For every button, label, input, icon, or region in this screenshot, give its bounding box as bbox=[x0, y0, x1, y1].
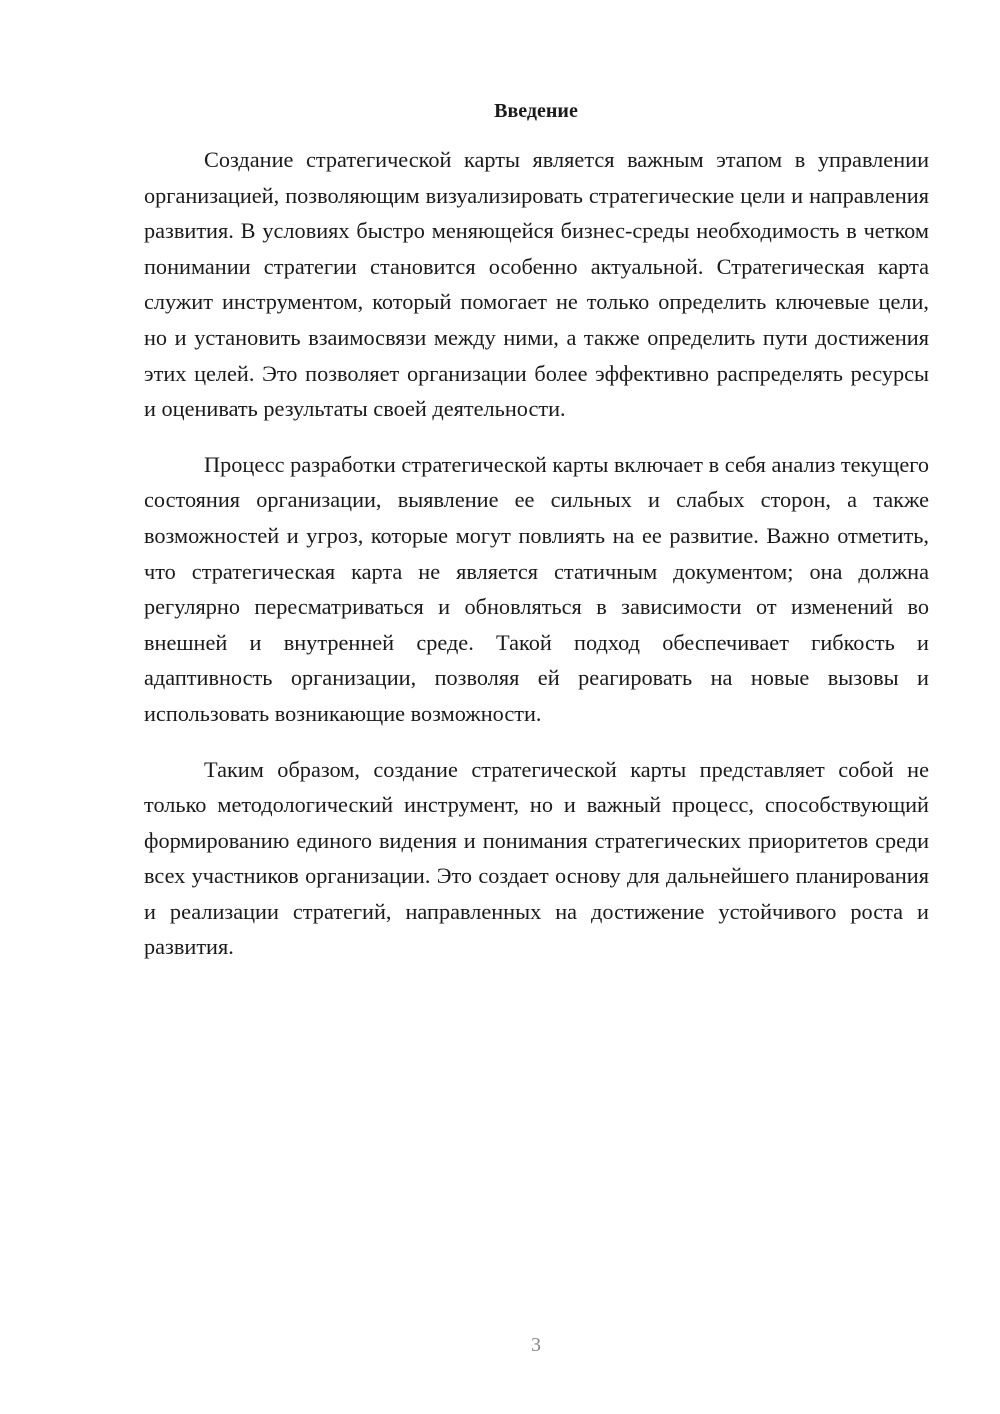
paragraph-3: Таким образом, создание стратегической карты представляет собой не только методологический инструмент, но и важный процесс, способствующий формированию единого видения и понимания стратегических приоритетов среди всех участников организации. Это создает основу для дальнейшего планирования и реализации стратегий, направленных на достижение устойчивого роста и развития. bbox=[144, 756, 929, 960]
paragraph-2: Процесс разработки стратегической карты включает в себя анализ текущего состояния организации, выявление ее сильных и слабых сторон, а также возможностей и угроз, которые могут повлиять на ее развитие. Важно отметить, что стратегическая карта не является статичным документом; она должна регулярно пересматриваться и обновляться в зависимости от изменений во внешней и внутренней среде. Такой подход обеспечивает гибкость и адаптивность организации, позволяя ей реагировать на новые вызовы и использовать возникающие возможности. bbox=[144, 451, 929, 726]
page-number: 3 bbox=[531, 1334, 541, 1356]
body-text bbox=[144, 142, 929, 985]
page-title: Введение bbox=[494, 100, 578, 122]
paragraph-1: Создание стратегической карты является важным этапом в управлении организацией, позволяющим визуализировать стратегические цели и направления развития. В условиях быстро меняющейся бизнес-среды необходимость в четком понимании стратегии становится особенно актуальной. Стратегическая карта служит инструментом, который помогает не только определить ключевые цели, но и установить взаимосвязи между ними, а также определить пути достижения этих целей. Это позволяет организации более эффективно распределять ресурсы и оценивать результаты своей деятельности. bbox=[144, 147, 929, 422]
